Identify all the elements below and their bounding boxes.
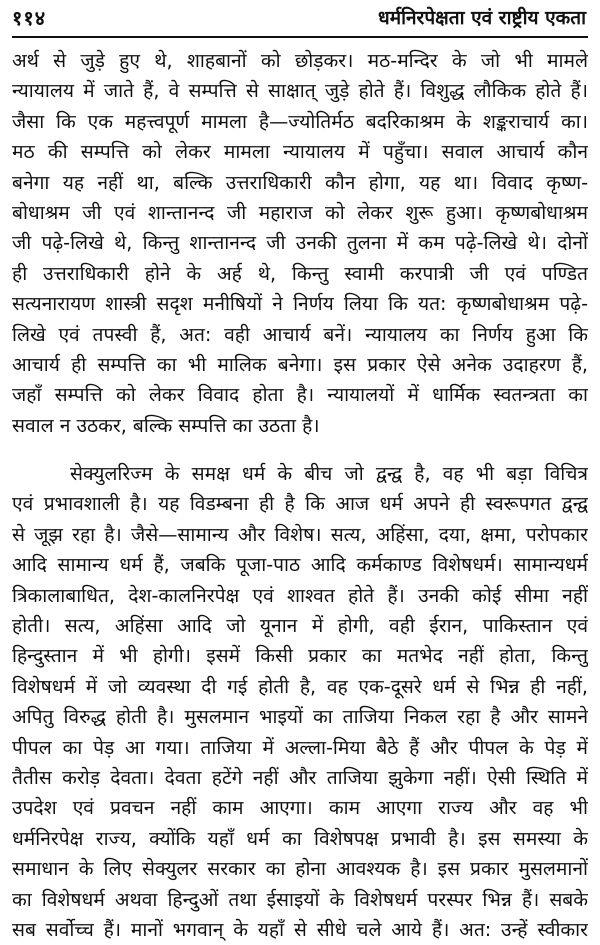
text-line: बनेगा यह नहीं था, बल्कि उत्तराधिकारी कौन होगा, यह था। विवाद कृष्ण-: [12, 170, 588, 194]
text-line: अर्थ से जुड़े हुए थे, शाहबानों को छोड़कर। मठ-मन्दिर के जो भी मामले: [12, 49, 588, 72]
paragraph-1: [12, 46, 588, 441]
text-line: जैसा कि एक महत्त्वपूर्ण मामला है—ज्योतिर्मठ बदरिकाश्रम के शङ्कराचार्य का।: [12, 109, 588, 133]
paragraph-2: [12, 459, 588, 945]
text-line: अपितु विरुद्ध होती है। मुसलमान भाइयों का ताजिया निकल रहा है और सामने: [12, 705, 588, 729]
text-line: हिन्दुस्तान में भी होगी। इसमें किसी प्रकार का मतभेद नहीं होता, किन्तु: [12, 644, 588, 668]
text-line: त्रिकालाबाधित, देश-कालनिरपेक्ष एवं शाश्वत होते हैं। उनकी कोई सीमा नहीं: [12, 583, 588, 607]
text-line: होती। सत्य, अहिंसा आदि जो यूनान में होगी, वही ईरान, पाकिस्तान एवं: [12, 614, 588, 638]
text-line: से जूझ रहा है। जैसे—सामान्य और विशेष। सत्य, अहिंसा, दया, क्षमा, परोपकार: [12, 522, 588, 546]
text-line: धर्मनिरपेक्ष राज्य, क्योंकि यहाँ धर्म का विशेषपक्ष प्रभावी है। इस समस्या के: [12, 826, 588, 850]
text-line: उपदेश एवं प्रवचन नहीं काम आएगा। काम आएगा राज्य और वह भी: [12, 796, 588, 820]
page-header: [12, 6, 588, 38]
text-line: लिखे एवं तपस्वी हैं, अत: वही आचार्य बनें। न्यायालय का निर्णय हुआ कि: [12, 322, 588, 346]
text-line: आचार्य ही सम्पत्ति का भी मालिक बनेगा। इस प्रकार ऐसे अनेक उदाहरण हैं,: [12, 352, 588, 376]
text-line: मठ की सम्पत्ति को लेकर मामला न्यायालय में पहुँचा। सवाल आचार्य कौन: [12, 140, 588, 164]
text-line: समाधान के लिए सेक्युलर सरकार का होना आवश्यक है। इस प्रकार मुसलमानों: [12, 857, 588, 881]
text-line: एवं प्रभावशाली है। यह विडम्बना ही है कि आज धर्म अपने ही स्वरूपगत द्वन्द्व: [12, 492, 588, 516]
text-line: ही उत्तराधिकारी होने के अर्ह थे, किन्तु स्वामी करपात्री जी एवं पण्डित: [12, 261, 588, 285]
text-line: विशेषधर्म में जो व्यवस्था दी गई होती है, वह एक-दूसरे धर्म से भिन्न ही नहीं,: [12, 674, 588, 698]
page-body: [12, 46, 588, 945]
text-line: सवाल न उठकर, बल्कि सम्पत्ति का उठता है।: [12, 413, 320, 437]
text-line: सब सर्वोच्च हैं। मानों भगवान् के यहाँ से सीधे चले आये हैं। अत: उन्हें स्वीकार: [12, 917, 588, 941]
page-number: ११४: [12, 6, 47, 30]
text-line: न्यायालय में जाते हैं, वे सम्पत्ति से साक्षात् जुड़े होते हैं। विशुद्ध लौकिक होते हैं।: [12, 79, 588, 103]
text-line: तैतीस करोड़ देवता। देवता हटेंगे नहीं और ताजिया झुकेगा नहीं। ऐसी स्थिति में: [12, 765, 588, 789]
text-line: आदि सामान्य धर्म हैं, जबकि पूजा-पाठ आदि कर्मकाण्ड विशेषधर्म। सामान्यधर्म: [12, 553, 588, 577]
text-line: जहाँ सम्पत्ति को लेकर विवाद होता है। न्यायालयों में धार्मिक स्वतन्त्रता का: [12, 383, 588, 407]
text-line: जी पढ़े-लिखे थे, किन्तु शान्तानन्द जी उनकी तुलना में कम पढ़े-लिखे थे। दोनों: [12, 231, 588, 255]
text-line: का विशेषधर्म अथवा हिन्दुओं तथा ईसाइयों के विशेषधर्म परस्पर भिन्न हैं। सबके: [12, 887, 588, 911]
running-title: धर्मनिरपेक्षता एवं राष्ट्रीय एकता: [378, 7, 586, 29]
text-line: बोधाश्रम जी एवं शान्तानन्द जी महाराज को लेकर शुरू हुआ। कृष्णबोधाश्रम: [12, 200, 588, 224]
text-line: सत्यनारायण शास्त्री सदृश मनीषियों ने निर्णय लिया कि यत: कृष्णबोधाश्रम पढ़े-: [12, 292, 588, 316]
text-line: पीपल का पेड़ आ गया। ताजिया में अल्ला-मिया बैठे हैं और पीपल के पेड़ में: [12, 735, 588, 759]
text-line: सेक्युलरिज्म के समक्ष धर्म के बीच जो द्वन्द्व है, वह भी बड़ा विचित्र: [70, 462, 588, 486]
